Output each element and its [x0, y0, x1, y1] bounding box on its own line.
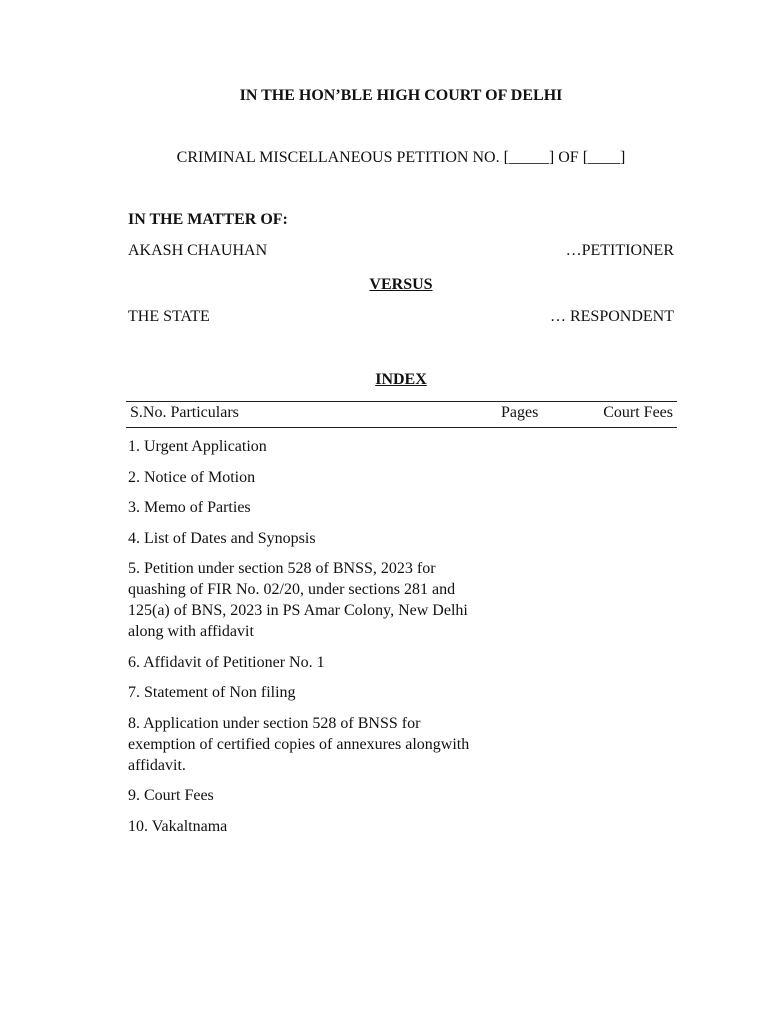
index-title: INDEX [375, 371, 427, 388]
index-item: 1. Urgent Application [128, 438, 267, 455]
index-item: 7. Statement of Non filing [128, 684, 296, 701]
index-item: 4. List of Dates and Synopsis [128, 529, 316, 547]
column-header-pages: Pages [501, 404, 539, 421]
respondent-name: THE STATE [128, 308, 210, 325]
index-item: 3. Memo of Parties [128, 499, 251, 516]
matter-label: IN THE MATTER OF: [128, 211, 288, 228]
column-header-court-fees: Court Fees [603, 404, 673, 421]
respondent-role: … RESPONDENT [549, 308, 674, 325]
petition-number: CRIMINAL MISCELLANEOUS PETITION NO. [_____] OF [____] [176, 149, 626, 166]
index-item: 10. Vakaltnama [128, 817, 228, 835]
petitioner-role: …PETITIONER [565, 242, 674, 259]
respondent-row [128, 308, 674, 326]
versus-label: VERSUS [369, 276, 433, 293]
index-item: 8. Application under section 528 of BNSS for exemption of certified copies of annexures alongwith affidavit. [128, 714, 470, 774]
petitioner-name: AKASH CHAUHAN [128, 242, 268, 259]
index-table-header [126, 401, 677, 428]
index-item: 9. Court Fees [128, 787, 214, 804]
court-title: IN THE HON’BLE HIGH COURT OF DELHI [239, 87, 563, 104]
petitioner-row [128, 242, 674, 260]
index-item: 6. Affidavit of Petitioner No. 1 [128, 653, 325, 671]
column-header-particulars: S.No. Particulars [130, 404, 239, 421]
index-item: 5. Petition under section 528 of BNSS, 2023 for quashing of FIR No. 02/20, under sections 281 and 125(a) of BNS, 2023 in PS Amar Colony, New Delhi along with affidavit [128, 560, 468, 640]
index-item: 2. Notice of Motion [128, 468, 256, 486]
index-list [128, 436, 478, 846]
